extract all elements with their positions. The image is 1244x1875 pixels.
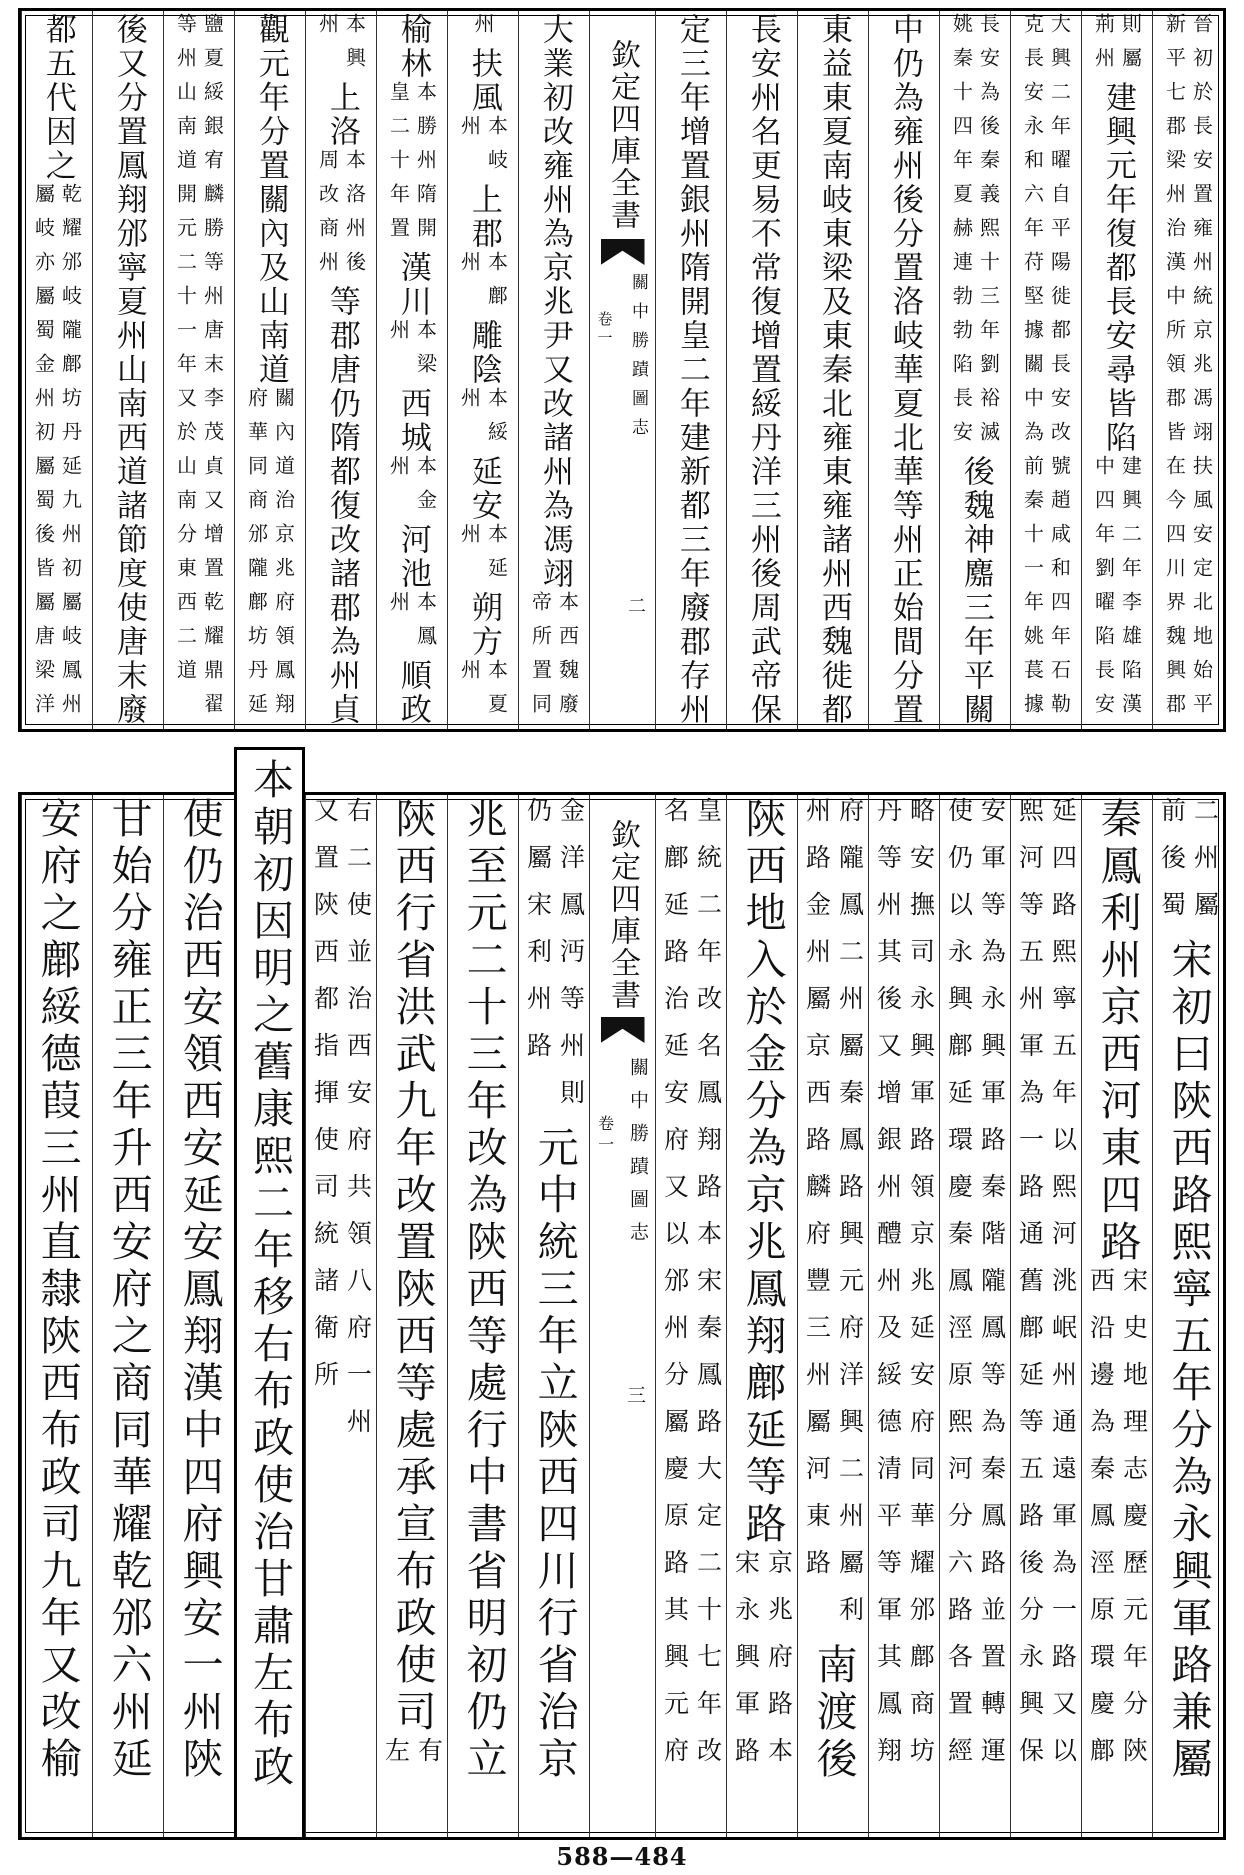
- fishtail-mark: [601, 239, 645, 265]
- commentary-line: 鹽夏綏銀宥麟勝等州唐末李茂貞又增置乾耀鼎翟: [200, 13, 225, 727]
- commentary-line: 乾耀邠岐隴鄜坊丹延九州初屬岐鳳州: [58, 183, 83, 727]
- main-text: 延安: [465, 455, 502, 523]
- main-text: 雕陰: [465, 319, 502, 387]
- commentary-line: 左: [381, 1737, 411, 1784]
- commentary-note: [387, 81, 438, 251]
- commentary-note: [471, 13, 495, 47]
- text-column: [1081, 11, 1152, 729]
- volume-label: 卷一: [595, 311, 614, 349]
- commentary-line: 延四路熙寧五年以熙河洮岷州通遠軍為一路又以: [1048, 797, 1078, 1784]
- commentary-note: [1092, 13, 1143, 81]
- commentary-note: [458, 115, 509, 183]
- commentary-note: [316, 13, 367, 81]
- commentary-line: 等州山南道開元二十一年又於山南分東西二道: [173, 13, 198, 693]
- text-column: [376, 795, 447, 1837]
- commentary-line: 前後蜀: [1157, 797, 1187, 938]
- commentary-note: [458, 523, 509, 591]
- main-text: 使仍治西安領西安延安鳳翔漢中四府興安一州陝: [175, 797, 224, 1784]
- main-text: 建興元年復都長安尋皆陷: [1099, 81, 1136, 455]
- fishtail-mark: [601, 1017, 645, 1043]
- main-text: 長安州名更易不常復增置綏丹洋三州後周武帝保: [744, 13, 781, 727]
- commentary-note: [174, 13, 225, 727]
- commentary-note: [310, 797, 373, 1455]
- main-text: 上洛: [323, 81, 360, 149]
- text-column: [518, 795, 589, 1837]
- text-column: [1010, 795, 1081, 1837]
- text-column: [726, 11, 797, 729]
- commentary-line: 本西魏廢: [555, 591, 580, 727]
- commentary-note: [387, 591, 438, 659]
- commentary-line: 仍屬宋利州路: [523, 797, 553, 1079]
- commentary-line: 略安撫司永興軍路領京兆延安府同華耀邠鄜商坊: [906, 797, 936, 1784]
- commentary-line: 屬岐亦屬蜀金州初屬蜀後皆屬唐梁洋: [31, 183, 56, 727]
- commentary-line: 大興二年曜自平陽徙都長安改號趙咸和四年石勒: [1047, 13, 1072, 727]
- text-column: [939, 11, 1010, 729]
- commentary-line: 州: [457, 523, 482, 557]
- commentary-line: 州路金州屬京西路麟府豐三州屬河東路: [802, 797, 832, 1596]
- text-column: [655, 11, 726, 729]
- commentary-line: 皇統二年改名鳳翔路本宋秦鳳路大定二十七年改: [693, 797, 723, 1784]
- commentary-note: [316, 149, 367, 285]
- commentary-line: 使仍以永興鄜延環慶秦鳳涇原熙河分六路各置經: [944, 797, 974, 1784]
- commentary-note: [387, 319, 438, 387]
- commentary-line: 州: [386, 591, 411, 625]
- commentary-line: 關內道治京兆府領鳳翔: [271, 387, 296, 727]
- commentary-note: [1163, 13, 1214, 727]
- text-column: [376, 11, 447, 729]
- main-text: 甘始分雍正三年升西安府之商同華耀乾邠六州延: [104, 797, 153, 1784]
- commentary-note: [529, 591, 580, 727]
- volume-label: 卷一: [595, 1115, 615, 1157]
- main-text: 漢川: [394, 251, 431, 319]
- text-column: [234, 747, 305, 1837]
- commentary-note: [1086, 1267, 1149, 1784]
- commentary-line: 本梁: [413, 319, 438, 387]
- page-number: 三: [624, 1385, 646, 1404]
- commentary-line: 新平七郡梁州治漢中所領郡皆在今四川界魏興郡: [1162, 13, 1187, 727]
- commentary-line: 右二使並治西安府共領八府一州: [343, 797, 373, 1455]
- commentary-line: 本洛州後: [342, 149, 367, 285]
- main-text: 大業初改雍州為京兆尹又改諸州為馮翊: [536, 13, 573, 591]
- commentary-line: 州: [315, 13, 340, 47]
- commentary-line: 本鳳: [413, 591, 438, 659]
- main-text: 陝西行省洪武九年改置陝西等處承宣布政使司: [388, 797, 437, 1737]
- main-text: 中仍為雍州後分置洛岐華夏北華等州正始間分置: [886, 13, 923, 727]
- commentary-note: [802, 797, 865, 1643]
- commentary-note: [32, 183, 83, 727]
- commentary-line: 建興二年李雄陷漢: [1118, 455, 1143, 727]
- commentary-line: 周改商州: [315, 149, 340, 285]
- commentary-line: 又置陝西都指揮使司統諸衛所: [310, 797, 340, 1408]
- commentary-line: 府華同商邠隴鄜坊丹延: [244, 387, 269, 727]
- text-column: [726, 795, 797, 1837]
- commentary-note: [731, 1549, 794, 1784]
- commentary-line: 京兆府路本: [764, 1549, 794, 1784]
- text-column: [163, 795, 234, 1837]
- center-margin-strip: [589, 11, 655, 729]
- page-number: 二: [625, 596, 646, 614]
- commentary-note: [1015, 797, 1078, 1784]
- commentary-note: [458, 659, 509, 727]
- book-title: 關中勝蹟圖志: [628, 273, 648, 447]
- commentary-line: 二州屬: [1190, 797, 1220, 938]
- commentary-line: 熙河等五州軍為一路通舊鄜延等五路後分永興保: [1015, 797, 1045, 1784]
- commentary-note: [458, 251, 509, 319]
- commentary-line: 府隴鳳二州屬秦鳳路興元府洋興二州屬利: [835, 797, 865, 1643]
- commentary-note: [1021, 13, 1072, 727]
- commentary-line: 宋永興軍路: [731, 1549, 761, 1784]
- commentary-line: 州: [457, 115, 482, 149]
- main-text: 順政: [394, 659, 431, 727]
- commentary-line: 克長安永和六年苻堅據關中為前秦十一年姚萇據: [1020, 13, 1045, 727]
- commentary-line: 荊州: [1091, 13, 1116, 81]
- commentary-line: 州: [386, 319, 411, 353]
- commentary-line: 本金: [413, 455, 438, 523]
- main-text: 元中統三年立陝西四川行省治京: [530, 1126, 579, 1784]
- text-column: [939, 795, 1010, 1837]
- commentary-line: 州: [457, 387, 482, 421]
- main-text: 定三年增置銀州隋開皇二年建新都三年廢郡存州: [673, 13, 710, 727]
- center-margin-strip: [589, 795, 655, 1837]
- commentary-line: 本鄜: [484, 251, 509, 319]
- commentary-line: 本勝州隋開: [413, 81, 438, 251]
- text-column: [447, 11, 518, 729]
- text-column: [21, 795, 92, 1837]
- commentary-line: 則屬: [1118, 13, 1143, 81]
- main-text: 榆林: [394, 13, 431, 81]
- commentary-note: [1157, 797, 1220, 938]
- upper-leaf-frame: [18, 8, 1226, 732]
- text-column: [92, 11, 163, 729]
- main-text: 秦鳳利州京西河東四路: [1093, 797, 1142, 1267]
- commentary-line: 州: [386, 455, 411, 489]
- lower-leaf-frame: [18, 758, 1226, 1840]
- main-text: 陝西地入於金分為京兆鳳翔鄜延等路: [738, 797, 787, 1549]
- commentary-line: 宋史地理志慶歷元年分陝: [1119, 1267, 1149, 1784]
- main-text: 後魏神䴥三年平關: [957, 455, 994, 727]
- main-text: 朔方: [465, 591, 502, 659]
- commentary-line: 中四年劉曜陷長安: [1091, 455, 1116, 727]
- text-column: [92, 795, 163, 1837]
- text-column: [1081, 795, 1152, 1837]
- main-text: 上郡: [465, 183, 502, 251]
- commentary-line: 州: [457, 251, 482, 285]
- commentary-line: 本興: [342, 13, 367, 81]
- text-column: [797, 11, 868, 729]
- main-text: 南渡後: [809, 1643, 858, 1784]
- commentary-line: 本岐: [484, 115, 509, 183]
- commentary-line: 本綏: [484, 387, 509, 455]
- commentary-line: 丹等州其後又增銀州醴州及綏德清平等軍其鳳翔: [873, 797, 903, 1784]
- main-text: 本朝初因明之舊康熙二年移右布政使治甘肅左布政: [246, 758, 295, 1792]
- collection-title: 欽定四庫全書: [605, 39, 640, 231]
- main-text: 安府之鄜綏德葭三州直隸陝西布政司九年又改榆: [33, 797, 82, 1784]
- commentary-note: [1092, 455, 1143, 727]
- commentary-line: 名鄜延路治延安府又以邠州分屬慶原路其興元府: [660, 797, 690, 1784]
- commentary-note: [660, 797, 723, 1784]
- commentary-line: 帝所置同: [528, 591, 553, 727]
- collection-title: 欽定四庫全書: [605, 819, 640, 1011]
- commentary-line: 皇二十年置: [386, 81, 411, 251]
- main-text: 等郡唐仍隋都復改諸郡為州貞: [323, 285, 360, 727]
- commentary-line: 安軍等為永興軍路秦階隴鳳等為秦鳳路並置轉運: [977, 797, 1007, 1784]
- main-text: 後又分置鳳翔邠寧夏州山南西道諸節度使唐末廢: [110, 13, 147, 727]
- text-column: [1010, 11, 1081, 729]
- book-title: 關中勝蹟圖志: [627, 1057, 649, 1255]
- text-column: [1152, 795, 1223, 1837]
- commentary-note: [944, 797, 1007, 1784]
- commentary-note: [381, 1737, 444, 1784]
- commentary-note: [523, 797, 586, 1126]
- main-text: 扶風: [465, 47, 502, 115]
- main-text: 東益東夏南岐東梁及東秦北雍東雍諸州西魏徙都: [815, 13, 852, 727]
- commentary-line: 州: [471, 13, 495, 47]
- text-column: [305, 795, 376, 1837]
- text-column: [234, 11, 305, 729]
- text-column: [868, 795, 939, 1837]
- commentary-note: [458, 387, 509, 455]
- commentary-note: [245, 387, 296, 727]
- commentary-line: 有: [414, 1737, 444, 1784]
- commentary-note: [387, 455, 438, 523]
- text-column: [21, 11, 92, 729]
- main-text: 兆至元二十三年改為陝西等處行中書省明初仍立: [459, 797, 508, 1784]
- commentary-line: 長安為後秦義熙十三年劉裕滅: [976, 13, 1001, 455]
- text-column: [163, 11, 234, 729]
- commentary-line: 本夏: [484, 659, 509, 727]
- main-text: 觀元年分置關內及山南道: [252, 13, 289, 387]
- scan-page-id: 588—484: [556, 1842, 688, 1871]
- main-text: 宋初曰陝西路熙寧五年分為永興軍路兼屬: [1164, 938, 1213, 1784]
- commentary-line: 姚秦十四年夏赫連勃勃陷長安: [949, 13, 974, 455]
- text-column: [797, 795, 868, 1837]
- text-column: [518, 11, 589, 729]
- text-column: [868, 11, 939, 729]
- main-text: 都五代因之: [39, 13, 76, 183]
- main-text: 西城: [394, 387, 431, 455]
- commentary-note: [950, 13, 1001, 455]
- text-column: [447, 795, 518, 1837]
- commentary-line: 本延: [484, 523, 509, 591]
- commentary-line: 金洋鳳沔等州則: [556, 797, 586, 1126]
- commentary-line: 西沿邊為秦鳳涇原環慶鄜: [1086, 1267, 1116, 1784]
- commentary-note: [873, 797, 936, 1784]
- commentary-line: 晉初於長安置雍州統京兆馮翊扶風安定北地始平: [1189, 13, 1214, 727]
- text-column: [1152, 11, 1223, 729]
- text-column: [655, 795, 726, 1837]
- text-column: [305, 11, 376, 729]
- commentary-line: 州: [457, 659, 482, 693]
- main-text: 河池: [394, 523, 431, 591]
